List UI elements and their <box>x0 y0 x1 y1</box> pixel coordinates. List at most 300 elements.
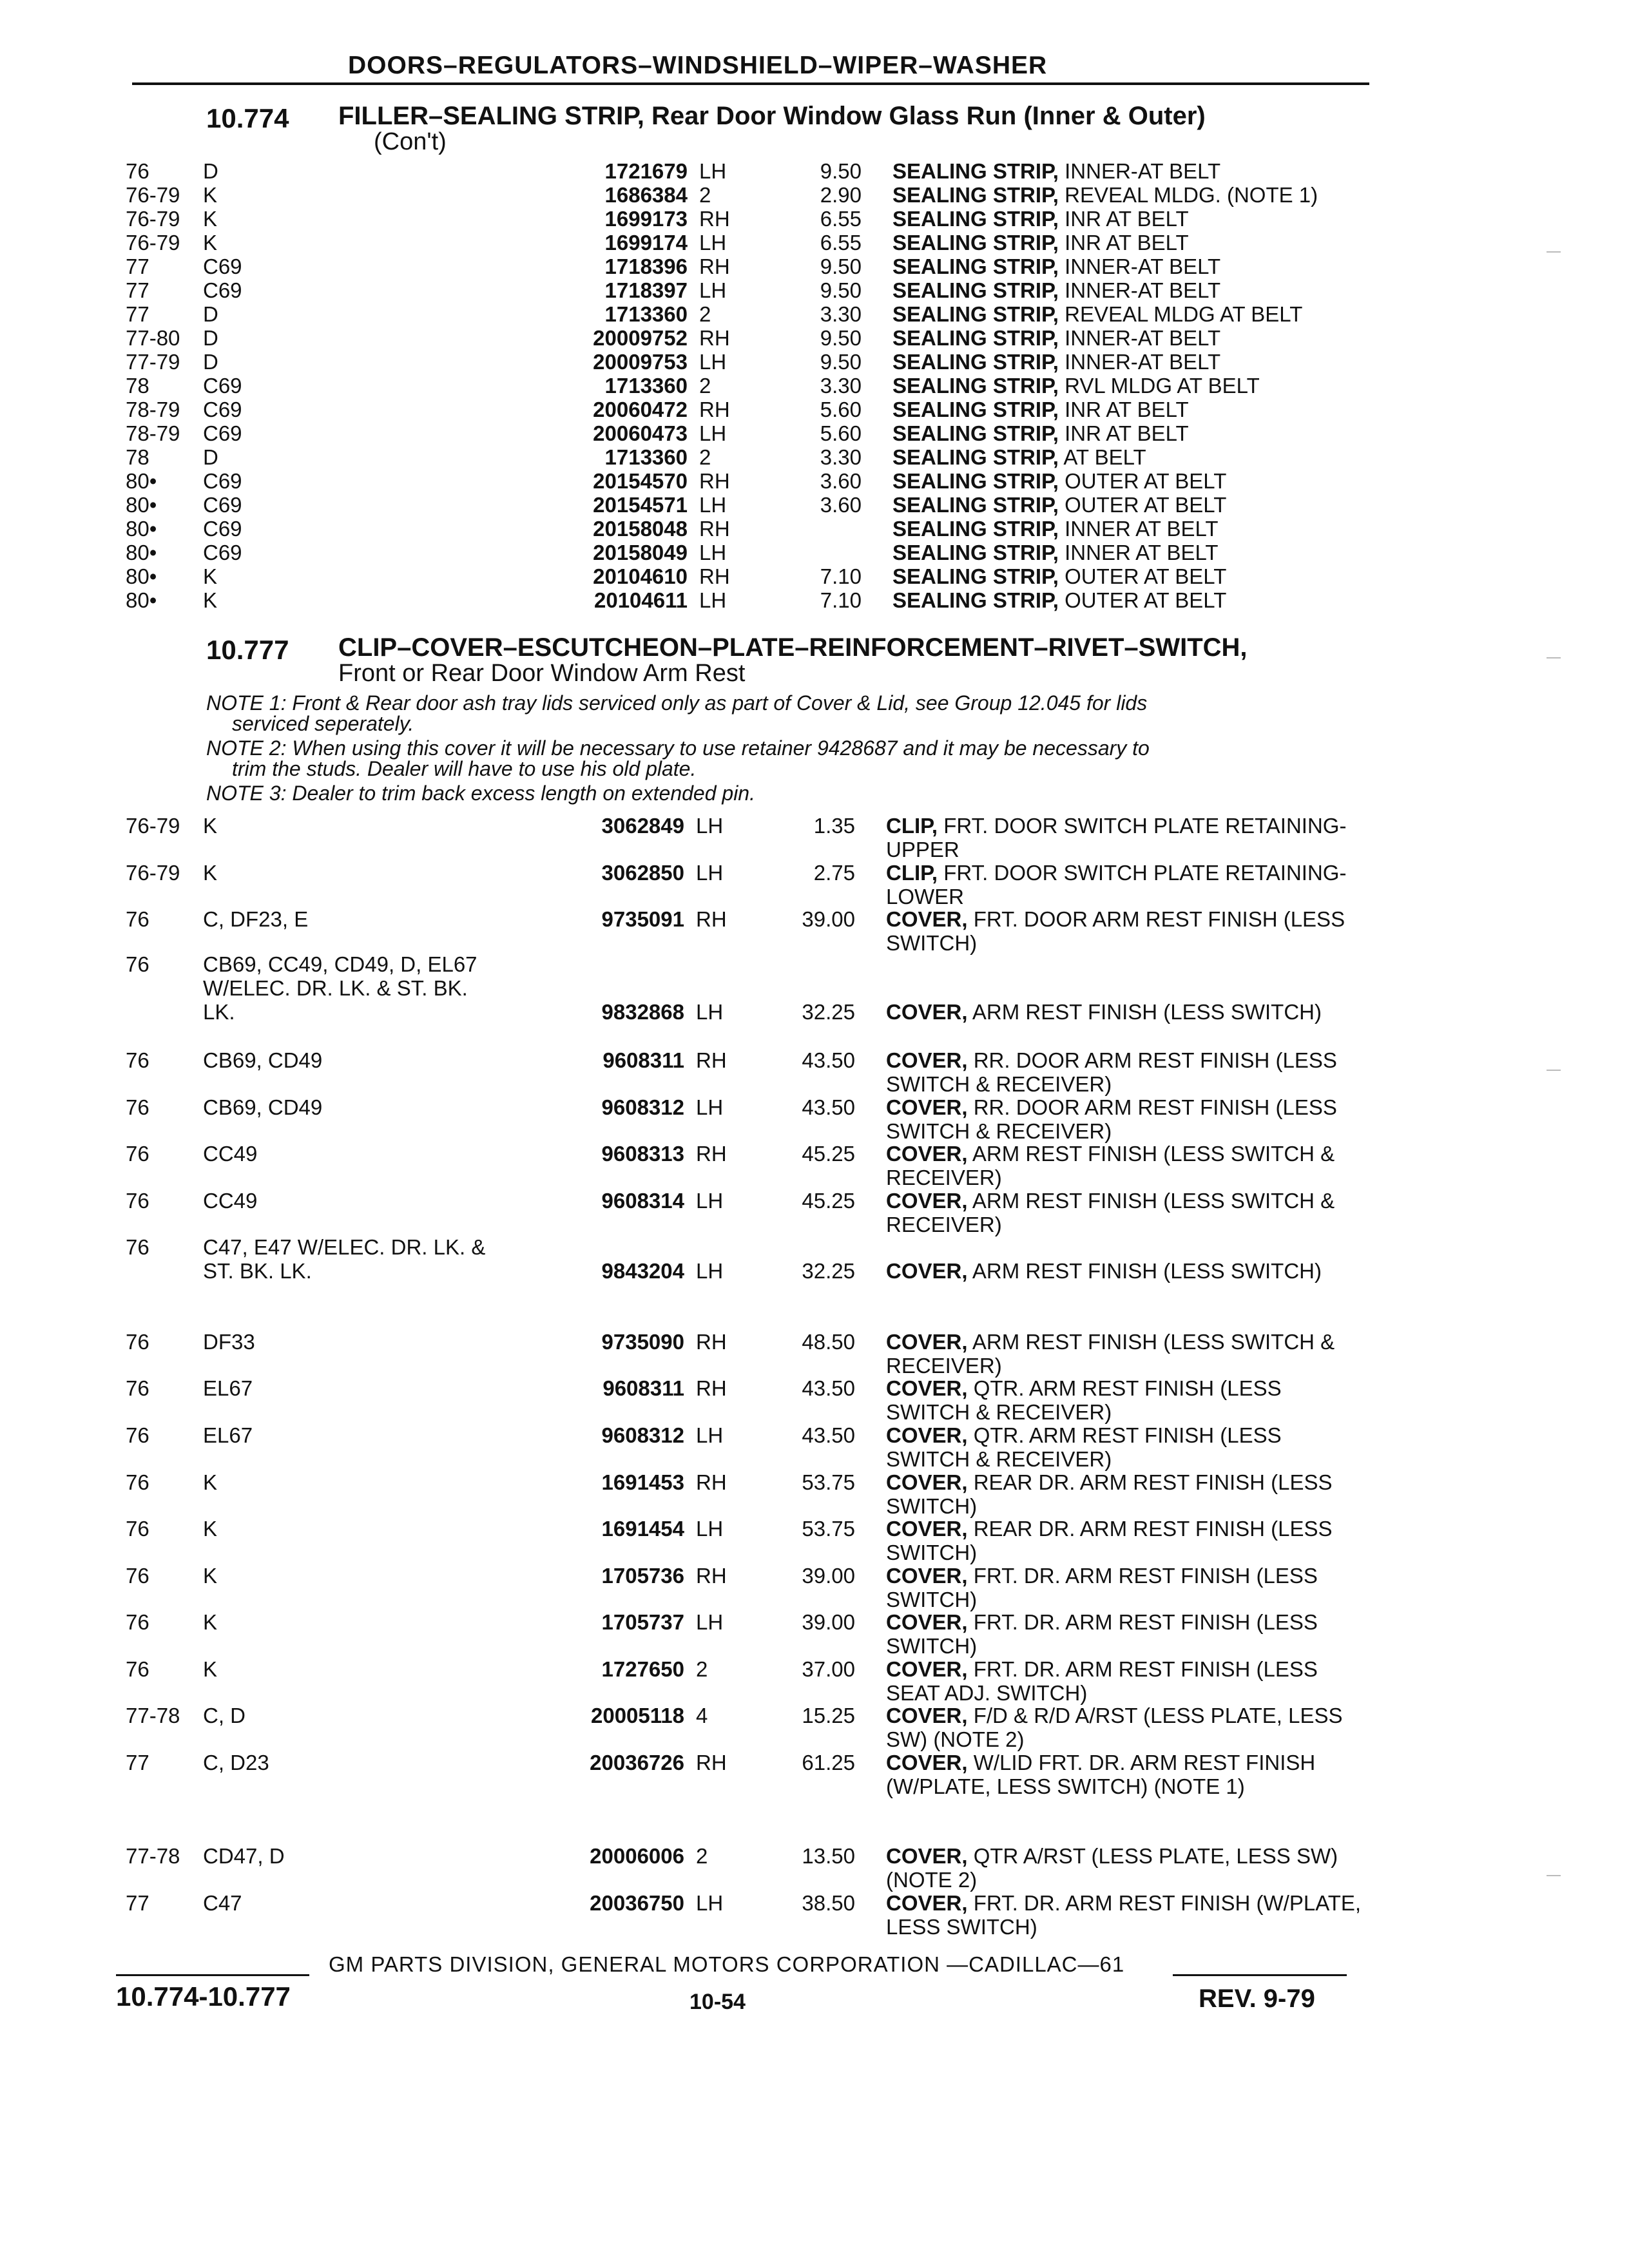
description-text: FRT. DR. ARM REST FINISH (LESS SWITCH) <box>886 1564 1318 1611</box>
side-qty: RH <box>699 564 730 588</box>
part-number-value: 20036750 <box>590 1891 684 1915</box>
model-line: C69 <box>203 374 242 398</box>
model-line: K <box>203 1517 218 1541</box>
year-range: 76-79 <box>126 814 180 838</box>
description-keyword: SEALING STRIP, <box>892 207 1059 231</box>
description-keyword: SEALING STRIP, <box>892 541 1059 564</box>
part-description <box>886 861 1363 908</box>
section-title <box>338 635 1248 686</box>
list-price-value: 7.10 <box>820 588 862 612</box>
model-codes <box>203 1704 551 1727</box>
model-line: CB69, CD49 <box>203 1095 323 1119</box>
model-codes <box>203 374 551 398</box>
note-line: NOTE 3: Dealer to trim back excess length on extended pin. <box>206 782 755 805</box>
side-qty: 2 <box>699 445 711 469</box>
part-description <box>886 1376 1363 1424</box>
footer-rule-left <box>116 1974 309 1976</box>
model-line: C69 <box>203 493 242 517</box>
part-number-value: 20060472 <box>593 398 688 421</box>
description-text: FRT. DR. ARM REST FINISH (W/PLATE, LESS SWITCH) <box>886 1891 1362 1939</box>
description-text: QTR. ARM REST FINISH (LESS SWITCH & RECEIVER) <box>886 1376 1282 1424</box>
list-price-value: 53.75 <box>802 1470 855 1494</box>
description-keyword: SEALING STRIP, <box>892 517 1059 541</box>
part-number-value: 20154571 <box>593 493 688 517</box>
description-text: QTR. ARM REST FINISH (LESS SWITCH & RECEIVER) <box>886 1423 1282 1471</box>
side-qty: LH <box>696 1891 724 1915</box>
model-line: K <box>203 588 218 612</box>
part-number-value: 1713360 <box>604 374 688 398</box>
side-qty: RH <box>699 326 730 350</box>
part-description <box>892 445 1369 469</box>
note-line: NOTE 1: Front & Rear door ash tray lids serviced only as part of Cover & Lid, see Group 12.045 for lids <box>206 691 1148 715</box>
year-range: 77-79 <box>126 350 180 374</box>
list-price-value: 3.30 <box>820 445 862 469</box>
part-number-value: 1699174 <box>604 231 688 255</box>
model-codes <box>203 1891 551 1915</box>
side-qty: RH <box>696 1048 727 1072</box>
year-range: 78 <box>126 374 149 398</box>
description-keyword: COVER, <box>886 1259 968 1283</box>
description-text: RR. DOOR ARM REST FINISH (LESS SWITCH & RECEIVER) <box>886 1095 1337 1143</box>
part-number-value: 1691453 <box>601 1470 684 1494</box>
model-codes <box>203 541 551 564</box>
list-price-value: 43.50 <box>802 1095 855 1119</box>
part-description <box>886 1704 1363 1751</box>
description-text: INR AT BELT <box>1065 421 1189 445</box>
model-codes <box>203 1048 551 1072</box>
year-range: 77-78 <box>126 1844 180 1868</box>
description-text: F/D & R/D A/RST (LESS PLATE, LESS SW) (NOTE 2) <box>886 1704 1343 1751</box>
part-number-value: 3062849 <box>601 814 684 838</box>
note-line: serviced seperately. <box>232 712 414 735</box>
year-range: 80• <box>126 541 157 564</box>
model-line: C69 <box>203 469 242 493</box>
list-price-value: 9.50 <box>820 255 862 278</box>
year-range: 76-79 <box>126 861 180 885</box>
model-line: K <box>203 231 218 255</box>
part-number-value: 9608311 <box>602 1376 684 1400</box>
part-number-value: 9735091 <box>601 907 684 931</box>
side-qty: RH <box>699 469 730 493</box>
description-keyword: COVER, <box>886 1189 968 1213</box>
model-line: D <box>203 326 218 350</box>
model-line: K <box>203 207 218 231</box>
description-keyword: COVER, <box>886 1423 968 1447</box>
side-qty: 4 <box>696 1704 708 1727</box>
description-text: OUTER AT BELT <box>1065 469 1227 493</box>
side-qty: RH <box>696 1330 727 1354</box>
part-number-value: 20154570 <box>593 469 688 493</box>
description-text: ARM REST FINISH (LESS SWITCH & RECEIVER) <box>886 1330 1335 1378</box>
part-number-value: 20158049 <box>593 541 688 564</box>
description-text: INNER-AT BELT <box>1065 326 1221 350</box>
description-text: RR. DOOR ARM REST FINISH (LESS SWITCH & RECEIVER) <box>886 1048 1337 1096</box>
model-line: C69 <box>203 255 242 278</box>
part-description <box>892 350 1369 374</box>
model-line: CB69, CC49, CD49, D, EL67 <box>203 952 477 976</box>
model-codes <box>203 1423 551 1447</box>
description-text: ARM REST FINISH (LESS SWITCH & RECEIVER) <box>886 1142 1335 1189</box>
part-description <box>892 493 1369 517</box>
model-codes <box>203 1235 551 1283</box>
list-price-value: 43.50 <box>802 1423 855 1447</box>
description-text: INNER-AT BELT <box>1065 350 1221 374</box>
description-text: INNER AT BELT <box>1065 541 1219 564</box>
model-line: C69 <box>203 517 242 541</box>
side-qty: RH <box>696 907 727 931</box>
part-description <box>886 1751 1363 1798</box>
part-description <box>892 398 1369 421</box>
model-codes <box>203 278 551 302</box>
model-codes <box>203 861 551 885</box>
description-text: INR AT BELT <box>1065 231 1189 255</box>
description-keyword: SEALING STRIP, <box>892 398 1059 421</box>
description-keyword: COVER, <box>886 1376 968 1400</box>
model-codes <box>203 398 551 421</box>
side-qty: 2 <box>699 183 711 207</box>
year-range: 77-78 <box>126 1704 180 1727</box>
part-number-value: 9608314 <box>601 1189 684 1213</box>
list-price-value: 53.75 <box>802 1517 855 1541</box>
description-text: ARM REST FINISH (LESS SWITCH & RECEIVER) <box>886 1189 1335 1236</box>
year-range: 76 <box>126 1610 149 1634</box>
list-price-value: 9.50 <box>820 159 862 183</box>
model-line: C47, E47 W/ELEC. DR. LK. & <box>203 1235 486 1259</box>
year-range: 76 <box>126 1330 149 1354</box>
year-range: 76-79 <box>126 231 180 255</box>
header-rule <box>132 82 1369 85</box>
description-keyword: SEALING STRIP, <box>892 374 1059 398</box>
year-range: 78 <box>126 445 149 469</box>
model-line: C69 <box>203 278 242 302</box>
year-range: 76 <box>126 907 149 931</box>
footer-rule-right <box>1173 1974 1347 1976</box>
model-line: C, D23 <box>203 1751 269 1774</box>
year-range: 77 <box>126 1891 149 1915</box>
year-range: 76 <box>126 1657 149 1681</box>
description-text: REVEAL MLDG. (NOTE 1) <box>1065 183 1318 207</box>
list-price-value: 3.60 <box>820 493 862 517</box>
part-description <box>886 1610 1363 1658</box>
part-number-value: 20005118 <box>590 1704 684 1727</box>
part-number-value: 20006006 <box>590 1844 684 1868</box>
description-keyword: COVER, <box>886 1657 968 1681</box>
part-description <box>886 1330 1363 1378</box>
side-qty: LH <box>699 278 727 302</box>
part-description <box>886 1048 1363 1096</box>
year-range: 76 <box>126 1095 149 1119</box>
list-price-value: 45.25 <box>802 1189 855 1213</box>
list-price-value: 37.00 <box>802 1657 855 1681</box>
model-codes <box>203 517 551 541</box>
description-keyword: SEALING STRIP, <box>892 183 1059 207</box>
part-number-value: 1713360 <box>604 302 688 326</box>
part-description <box>892 183 1369 207</box>
model-codes <box>203 1844 551 1868</box>
year-range: 76 <box>126 1048 149 1072</box>
part-number-value: 20158048 <box>593 517 688 541</box>
model-line: D <box>203 302 218 326</box>
description-keyword: COVER, <box>886 1564 968 1588</box>
model-codes <box>203 159 551 183</box>
model-line: EL67 <box>203 1376 253 1400</box>
part-number-value: 9735090 <box>601 1330 684 1354</box>
year-range: 76 <box>126 1517 149 1541</box>
description-text: OUTER AT BELT <box>1065 493 1227 517</box>
year-range: 77-80 <box>126 326 180 350</box>
model-line: CB69, CD49 <box>203 1048 323 1072</box>
part-description <box>892 302 1369 326</box>
description-keyword: CLIP, <box>886 814 938 838</box>
section-number: 10.774 <box>206 103 289 133</box>
part-description <box>886 1142 1363 1189</box>
list-price-value: 9.50 <box>820 278 862 302</box>
list-price-value: 39.00 <box>802 1610 855 1634</box>
scan-mark <box>1547 1875 1561 1876</box>
footer-revision: REV. 9-79 <box>1199 1984 1315 2013</box>
list-price-value: 9.50 <box>820 326 862 350</box>
model-line: D <box>203 445 218 469</box>
year-range: 77 <box>126 1751 149 1774</box>
side-qty: LH <box>699 493 727 517</box>
description-text: ARM REST FINISH (LESS SWITCH) <box>972 1259 1322 1283</box>
description-text: REAR DR. ARM REST FINISH (LESS SWITCH) <box>886 1470 1333 1518</box>
description-keyword: SEALING STRIP, <box>892 493 1059 517</box>
model-codes <box>203 1095 551 1119</box>
part-number-value: 9608312 <box>601 1423 684 1447</box>
model-codes <box>203 1564 551 1588</box>
section-number: 10.777 <box>206 635 289 665</box>
part-description <box>892 374 1369 398</box>
description-keyword: SEALING STRIP, <box>892 421 1059 445</box>
side-qty: RH <box>699 207 730 231</box>
model-line: K <box>203 1657 218 1681</box>
list-price-value: 5.60 <box>820 421 862 445</box>
description-text: ARM REST FINISH (LESS SWITCH) <box>972 1000 1322 1024</box>
list-price-value: 43.50 <box>802 1048 855 1072</box>
list-price-value: 39.00 <box>802 907 855 931</box>
part-number-value: 20036726 <box>590 1751 684 1774</box>
side-qty: LH <box>699 231 727 255</box>
part-number-value: 1721679 <box>604 159 688 183</box>
model-codes <box>203 231 551 255</box>
model-codes <box>203 1610 551 1634</box>
part-number-value: 1718397 <box>604 278 688 302</box>
model-line: K <box>203 861 218 885</box>
description-keyword: COVER, <box>886 1517 968 1541</box>
side-qty: RH <box>696 1470 727 1494</box>
model-line: K <box>203 814 218 838</box>
part-number-value: 9608312 <box>601 1095 684 1119</box>
description-keyword: COVER, <box>886 1142 968 1166</box>
model-codes <box>203 469 551 493</box>
model-line: D <box>203 350 218 374</box>
part-description <box>892 421 1369 445</box>
part-number-value: 1713360 <box>604 445 688 469</box>
year-range: 76 <box>126 159 149 183</box>
section-subtitle: Front or Rear Door Window Arm Rest <box>338 660 746 687</box>
description-text: RVL MLDG AT BELT <box>1065 374 1260 398</box>
description-text: REVEAL MLDG AT BELT <box>1065 302 1303 326</box>
list-price-value: 2.90 <box>820 183 862 207</box>
part-number-value: 1691454 <box>601 1517 684 1541</box>
description-keyword: COVER, <box>886 1095 968 1119</box>
model-codes <box>203 1189 551 1213</box>
model-codes <box>203 1330 551 1354</box>
part-number-value: 1705736 <box>601 1564 684 1588</box>
model-line: C, DF23, E <box>203 907 309 931</box>
description-text: FRT. DOOR ARM REST FINISH (LESS SWITCH) <box>886 907 1345 955</box>
part-description <box>892 564 1369 588</box>
part-description <box>892 588 1369 612</box>
description-keyword: COVER, <box>886 1330 968 1354</box>
part-description <box>892 278 1369 302</box>
part-description <box>886 1189 1363 1236</box>
model-codes <box>203 1470 551 1494</box>
part-number-value: 9608311 <box>602 1048 684 1072</box>
description-keyword: COVER, <box>886 1470 968 1494</box>
description-text: OUTER AT BELT <box>1065 564 1227 588</box>
year-range: 76 <box>126 1376 149 1400</box>
description-text: AT BELT <box>1063 445 1146 469</box>
description-keyword: CLIP, <box>886 861 938 885</box>
year-range: 80• <box>126 588 157 612</box>
model-codes <box>203 183 551 207</box>
part-number-value: 20104611 <box>593 588 688 612</box>
part-description <box>886 1564 1363 1611</box>
side-qty: LH <box>696 1095 724 1119</box>
side-qty: 2 <box>699 374 711 398</box>
list-price-value: 38.50 <box>802 1891 855 1915</box>
list-price-value: 2.75 <box>813 861 855 885</box>
part-description <box>886 1259 1363 1283</box>
footer-page-number: 10-54 <box>689 1990 746 2014</box>
description-text: REAR DR. ARM REST FINISH (LESS SWITCH) <box>886 1517 1333 1564</box>
list-price-value: 61.25 <box>802 1751 855 1774</box>
model-line: DF33 <box>203 1330 255 1354</box>
page-title: DOORS–REGULATORS–WINDSHIELD–WIPER–WASHER <box>348 52 1048 79</box>
description-text: INNER-AT BELT <box>1065 159 1221 183</box>
part-number-value: 9832868 <box>601 1000 684 1024</box>
side-qty: LH <box>696 861 724 885</box>
year-range: 80• <box>126 564 157 588</box>
description-keyword: COVER, <box>886 1751 968 1774</box>
part-description <box>892 517 1369 541</box>
list-price-value: 43.50 <box>802 1376 855 1400</box>
side-qty: LH <box>696 1423 724 1447</box>
list-price-value: 1.35 <box>813 814 855 838</box>
part-description <box>892 326 1369 350</box>
side-qty: LH <box>699 350 727 374</box>
year-range: 78-79 <box>126 398 180 421</box>
description-keyword: SEALING STRIP, <box>892 445 1059 469</box>
model-codes <box>203 1142 551 1166</box>
part-description <box>886 1423 1363 1471</box>
side-qty: RH <box>696 1564 727 1588</box>
model-line: EL67 <box>203 1423 253 1447</box>
model-codes <box>203 421 551 445</box>
description-keyword: COVER, <box>886 1048 968 1072</box>
part-description <box>892 207 1369 231</box>
year-range: 77 <box>126 255 149 278</box>
description-keyword: COVER, <box>886 1610 968 1634</box>
description-keyword: SEALING STRIP, <box>892 350 1059 374</box>
description-text: INNER-AT BELT <box>1065 278 1221 302</box>
year-range: 76 <box>126 1423 149 1447</box>
part-description <box>892 255 1369 278</box>
model-line: W/ELEC. DR. LK. & ST. BK. <box>203 976 468 1000</box>
side-qty: LH <box>696 1610 724 1634</box>
part-number-value: 1718396 <box>604 255 688 278</box>
model-codes <box>203 564 551 588</box>
list-price-value: 48.50 <box>802 1330 855 1354</box>
part-description <box>886 1891 1363 1939</box>
year-range: 77 <box>126 278 149 302</box>
part-description <box>892 469 1369 493</box>
model-codes <box>203 814 551 838</box>
model-line: C69 <box>203 421 242 445</box>
description-keyword: COVER, <box>886 1844 968 1868</box>
list-price-value: 6.55 <box>820 207 862 231</box>
part-number-value: 20009752 <box>593 326 688 350</box>
list-price-value: 3.30 <box>820 374 862 398</box>
description-keyword: SEALING STRIP, <box>892 326 1059 350</box>
year-range: 76 <box>126 1142 149 1166</box>
part-number-value: 20060473 <box>593 421 688 445</box>
model-line: C69 <box>203 398 242 421</box>
model-line: D <box>203 159 218 183</box>
part-description <box>886 814 1363 861</box>
description-keyword: SEALING STRIP, <box>892 255 1059 278</box>
list-price-value: 9.50 <box>820 350 862 374</box>
model-line: K <box>203 1610 218 1634</box>
side-qty: RH <box>696 1751 727 1774</box>
year-range: 80• <box>126 493 157 517</box>
year-range: 76 <box>126 1235 149 1259</box>
description-keyword: COVER, <box>886 1704 968 1727</box>
part-description <box>892 541 1369 564</box>
year-range: 80• <box>126 517 157 541</box>
part-number-value: 1727650 <box>601 1657 684 1681</box>
description-text: W/LID FRT. DR. ARM REST FINISH (W/PLATE, LESS SWITCH) (NOTE 1) <box>886 1751 1316 1798</box>
model-codes <box>203 1751 551 1774</box>
part-description <box>886 907 1363 955</box>
description-keyword: SEALING STRIP, <box>892 159 1059 183</box>
model-codes <box>203 445 551 469</box>
model-codes <box>203 493 551 517</box>
description-text: QTR A/RST (LESS PLATE, LESS SW) (NOTE 2) <box>886 1844 1338 1892</box>
model-codes <box>203 207 551 231</box>
list-price-value: 32.25 <box>802 1000 855 1024</box>
side-qty: LH <box>696 1189 724 1213</box>
list-price-value: 7.10 <box>820 564 862 588</box>
year-range: 76 <box>126 1189 149 1213</box>
description-text: INR AT BELT <box>1065 398 1189 421</box>
description-keyword: COVER, <box>886 1891 968 1915</box>
model-line: K <box>203 183 218 207</box>
model-codes <box>203 588 551 612</box>
description-text: INNER-AT BELT <box>1065 255 1221 278</box>
model-line: ST. BK. LK. <box>203 1259 312 1283</box>
side-qty: 2 <box>696 1844 708 1868</box>
description-keyword: SEALING STRIP, <box>892 231 1059 255</box>
note-line: NOTE 2: When using this cover it will be necessary to use retainer 9428687 and it may be necessary to <box>206 736 1150 760</box>
model-line: K <box>203 1564 218 1588</box>
scan-mark <box>1547 657 1561 658</box>
description-text: FRT. DOOR SWITCH PLATE RETAINING-LOWER <box>886 861 1347 908</box>
description-text: FRT. DR. ARM REST FINISH (LESS SWITCH) <box>886 1610 1318 1658</box>
description-text: INNER AT BELT <box>1065 517 1219 541</box>
